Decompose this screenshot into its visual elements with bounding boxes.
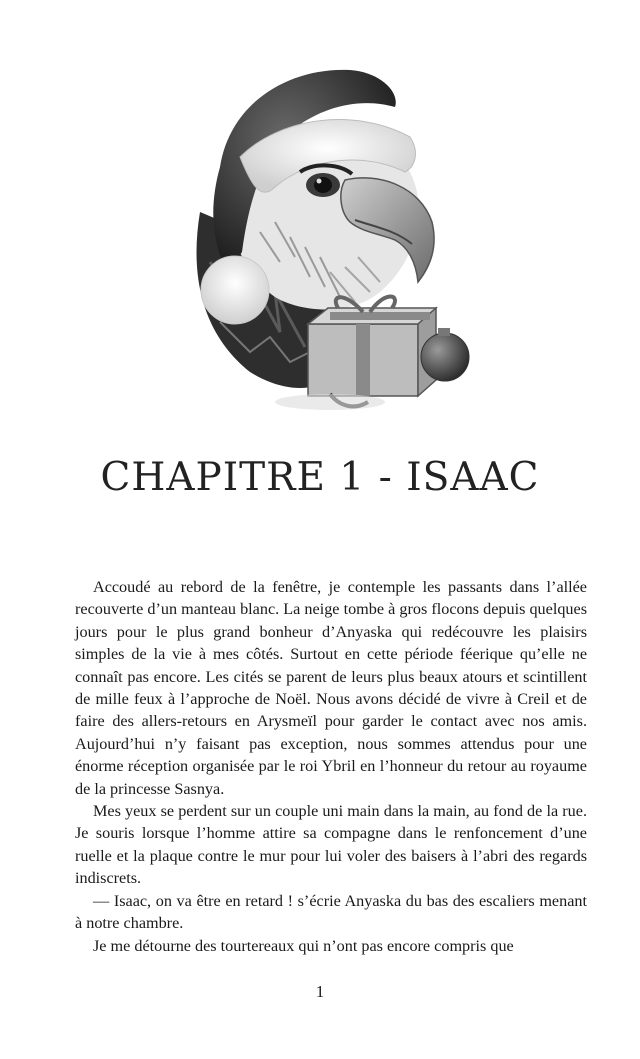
chapter-title: CHAPITRE 1 - ISAAC	[100, 455, 540, 500]
eagle-santa-hat-illustration	[180, 62, 480, 418]
dialogue-paragraph: — Isaac, on va être en retard ! s’écrie Anyaska du bas des escaliers menant à notre chambre.	[75, 891, 587, 933]
paragraph: Accoudé au rebord de la fenêtre, je contemple les passants dans l’allée recouverte d’un manteau blanc. La neige tombe à gros flocons depuis quelques jours pour le plus grand bonheur d’Anyaska qui redécouvre les plaisirs simples de la vie à mes côtés. Surtout en cette période féerique qu’elle ne connaît pas encore. Les cités se parent de leurs plus beaux atours et scintillent de mille feux à l’approche de Noël. Nous avons décidé de vivre à Creil et de faire des allers-retours en Arysmeïl pour garder le contact avec nos amis. Aujourd’hui n’y faisant pas exception, nous sommes attendus pour une énorme réception organisée par le roi Ybril en l’honneur du retour au royaume de la princesse Sasnya.	[75, 578, 587, 798]
page-number: 1	[315, 982, 325, 1001]
chapter-body	[75, 576, 587, 957]
paragraph: Mes yeux se perdent sur un couple uni main dans la main, au fond de la rue. Je souris lorsque l’homme attire sa compagne dans le renfoncement d’une ruelle et la plaque contre le mur pour lui voler des baisers à l’abri des regards indiscrets.	[75, 802, 587, 888]
paragraph: Je me détourne des tourtereaux qui n’ont pas encore compris que	[93, 936, 514, 955]
